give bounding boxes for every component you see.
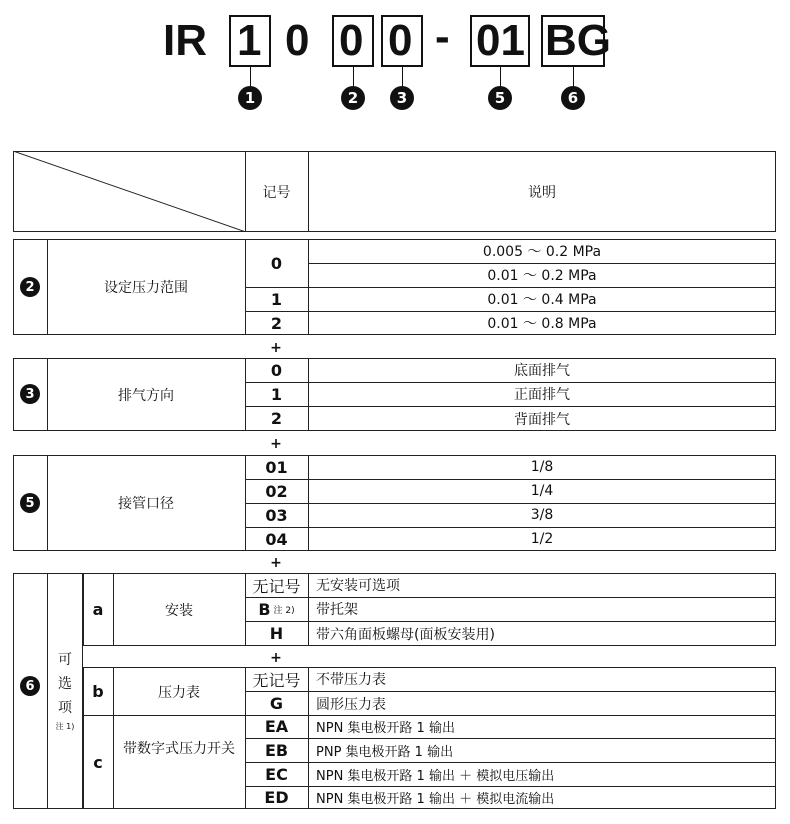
code-cell: 04 <box>265 529 288 549</box>
code-cell: 1 <box>270 289 283 309</box>
code-cell: 0 <box>270 360 283 380</box>
code-cell: 1 <box>270 384 283 404</box>
description-cell: PNP 集电极开路 1 输出 <box>316 744 454 760</box>
description-cell: NPN 集电极开路 1 输出 ＋ 模拟电流输出 <box>316 792 555 807</box>
description-header: 说明 <box>528 184 556 201</box>
code-char-5: 01 <box>476 16 525 65</box>
option-label: 压力表 <box>158 684 200 701</box>
diagonal-line <box>13 151 246 232</box>
plus-sign: + <box>270 340 282 356</box>
section-number-2: 2 <box>20 277 40 297</box>
section-label: 接管口径 <box>118 496 174 512</box>
description-cell: 1/4 <box>530 483 554 499</box>
option-key: c <box>93 752 103 772</box>
code-char-3: 0 <box>339 16 364 65</box>
code-cell: H <box>269 624 284 643</box>
description-cell: 带六角面板螺母(面板安装用) <box>316 626 495 643</box>
marker-5: 5 <box>488 86 512 110</box>
code-char-1: 1 <box>237 16 262 65</box>
marker-1: 1 <box>238 86 262 110</box>
code-cell: 01 <box>265 457 288 477</box>
code-cell: EA <box>264 717 289 736</box>
section-number-5: 5 <box>20 493 40 513</box>
model-prefix: IR <box>163 16 207 65</box>
option-key: a <box>92 600 104 619</box>
code-cell: EC <box>265 764 288 784</box>
section-number-3: 3 <box>20 384 40 404</box>
description-cell: 0.01 ～ 0.4 MPa <box>487 292 597 308</box>
code-char-6: BG <box>545 16 611 65</box>
description-cell: 底面排气 <box>514 363 570 379</box>
symbol-header: 记号 <box>262 184 291 201</box>
code-cell: 无记号 <box>252 670 301 690</box>
code-cell: EB <box>264 740 289 760</box>
code-cell: 03 <box>265 505 288 525</box>
code-cell: 无记号 <box>252 576 301 596</box>
code-cell: 2 <box>270 313 283 333</box>
code-cell: 0 <box>270 253 283 273</box>
section-label: 设定压力范围 <box>104 280 188 296</box>
plus-sign: + <box>270 436 282 452</box>
code-separator: - <box>435 12 450 61</box>
description-cell: NPN 集电极开路 1 输出 ＋ 模拟电压输出 <box>316 768 555 784</box>
description-cell: 0.01 ～ 0.2 MPa <box>487 268 597 284</box>
code-cell: ED <box>264 788 289 807</box>
plus-sign: + <box>270 650 282 666</box>
description-cell: 无安装可选项 <box>316 578 400 594</box>
description-cell: 背面排气 <box>514 411 570 428</box>
code-char-4: 0 <box>388 16 413 65</box>
code-cell: B 注 2) <box>258 599 295 619</box>
section-number-6: 6 <box>20 676 40 696</box>
description-cell: 1/2 <box>530 531 554 547</box>
description-cell: 0.01 ～ 0.8 MPa <box>487 316 597 332</box>
description-cell: 不带压力表 <box>316 672 386 688</box>
description-cell: 1/8 <box>530 459 554 475</box>
description-cell: 正面排气 <box>514 387 570 403</box>
description-cell: 0.005 ～ 0.2 MPa <box>482 244 602 260</box>
option-key: b <box>92 682 104 701</box>
description-cell: NPN 集电极开路 1 输出 <box>316 721 455 736</box>
code-cell: 02 <box>265 481 288 501</box>
plus-sign: + <box>270 555 282 571</box>
code-cell: 2 <box>270 409 283 428</box>
options-label: 可 选 项 注 1) <box>55 652 75 731</box>
section-label: 排气方向 <box>118 387 174 404</box>
marker-3: 3 <box>390 86 414 110</box>
marker-6: 6 <box>561 86 585 110</box>
option-label: 带数字式压力开关 <box>123 741 235 757</box>
option-label: 安装 <box>165 602 193 619</box>
description-cell: 带托架 <box>316 602 358 618</box>
code-char-2: 0 <box>285 16 310 65</box>
description-cell: 圆形压力表 <box>316 696 386 713</box>
marker-2: 2 <box>341 86 365 110</box>
code-cell: G <box>269 694 284 713</box>
description-cell: 3/8 <box>530 507 554 523</box>
